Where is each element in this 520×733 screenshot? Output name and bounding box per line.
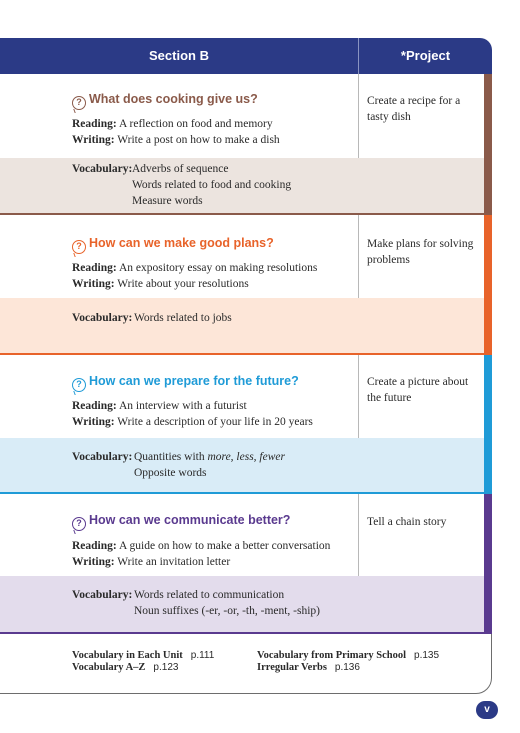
page-number-badge: v [476,701,498,719]
vocabulary-band [0,298,492,353]
footer-ref-vocab-unit: Vocabulary in Each Unit p.111 [72,650,215,661]
vocabulary-label: Vocabulary: [72,312,133,324]
footer-ref-irregular-verbs: Irregular Verbs p.136 [257,662,360,673]
unit-section-communication [0,494,492,634]
section-divider [0,632,492,634]
reading-line: Reading: A guide on how to make a better conversation [72,540,331,552]
question-bubble-icon: ? [72,378,86,392]
project-text: Make plans for solving problems [367,238,474,266]
project-text: Create a recipe for a tasty dish [367,95,461,123]
vocabulary-label: Vocabulary: [72,589,133,601]
column-divider [358,74,359,158]
unit-color-bar [484,494,492,632]
unit-section-plans [0,215,492,355]
question-bubble-icon: ? [72,517,86,531]
question-heading: ? How can we communicate better? [72,513,290,531]
column-divider [358,215,359,298]
unit-color-bar [484,215,492,353]
vocabulary-item: Words related to jobs [134,312,232,324]
question-heading: ? How can we make good plans? [72,236,274,254]
question-bubble-icon: ? [72,240,86,254]
project-heading: *Project [400,48,451,63]
writing-line: Writing: Write an invitation letter [72,556,231,568]
vocabulary-item: Opposite words [134,467,207,479]
column-divider [358,355,359,438]
vocabulary-band [0,438,492,492]
vocabulary-item: Quantities with more, less, fewer [134,451,285,463]
footer-ref-vocab-az: Vocabulary A–Z p.123 [72,662,179,673]
writing-line: Writing: Write about your resolutions [72,278,249,290]
unit-section-future [0,355,492,494]
vocabulary-item: Words related to food and cooking [132,179,292,191]
vocabulary-band [0,576,492,632]
vocabulary-item: Adverbs of sequence [132,163,229,175]
reading-line: Reading: An interview with a futurist [72,400,247,412]
section-b-heading: Section B [149,48,209,63]
project-text: Tell a chain story [367,516,447,528]
vocabulary-label: Vocabulary: [72,163,133,175]
question-heading: ? How can we prepare for the future? [72,374,299,392]
vocabulary-item: Measure words [132,195,203,207]
vocabulary-item: Words related to communication [134,589,285,601]
unit-color-bar [484,355,492,492]
column-divider [358,494,359,576]
reading-line: Reading: A reflection on food and memory [72,118,273,130]
project-text: Create a picture about the future [367,376,469,404]
footer-ref-vocab-primary: Vocabulary from Primary School p.135 [257,650,440,661]
writing-line: Writing: Write a description of your life in 20 years [72,416,313,428]
reading-line: Reading: An expository essay on making resolutions [72,262,318,274]
unit-section-cooking [0,74,492,215]
vocabulary-item: Noun suffixes (-er, -or, -th, -ment, -ship) [134,605,321,617]
writing-line: Writing: Write a post on how to make a dish [72,134,280,146]
vocabulary-label: Vocabulary: [72,451,133,463]
question-bubble-icon: ? [72,96,86,110]
question-heading: ? What does cooking give us? [72,92,258,110]
table-header [0,38,492,74]
unit-color-bar [484,74,492,213]
